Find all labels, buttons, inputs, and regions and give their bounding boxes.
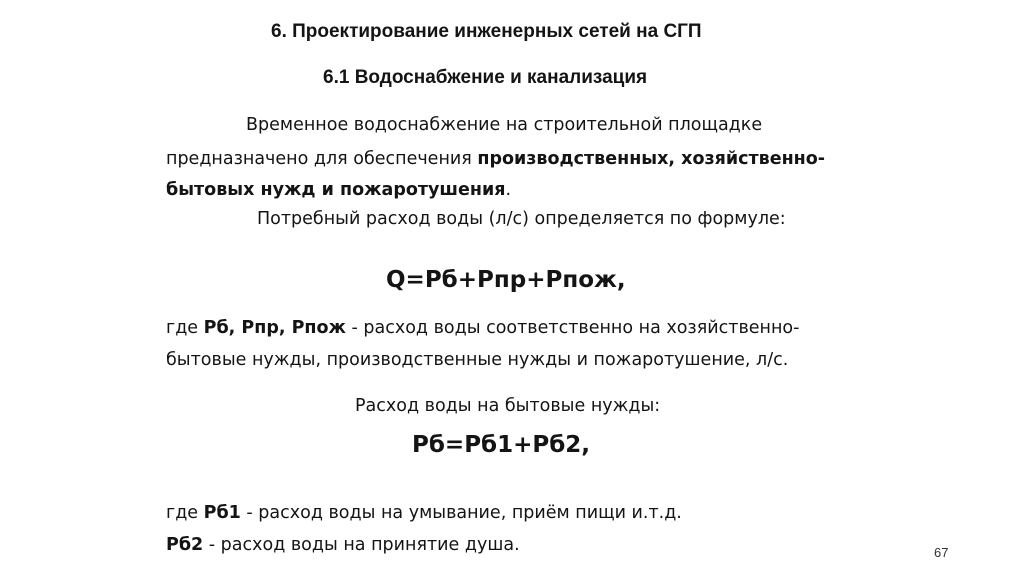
intro-line-2-bold: производственных, хозяйственно-	[477, 149, 826, 169]
intro-line-3-end: .	[505, 180, 512, 200]
intro-line-1: Временное водоснабжение на строительной площадке	[246, 115, 763, 135]
definition-1-text: - расход воды на умывание, приём пищи и.т.д.	[240, 503, 682, 523]
main-formula: Q=Рб+Рпр+Рпож,	[386, 267, 626, 293]
intro-line-2-plain: предназначено для обеспечения	[166, 149, 478, 169]
intro-line-2	[166, 151, 825, 169]
section-title: 6. Проектирование инженерных сетей на СГП	[271, 21, 702, 42]
subsection-title: 6.1 Водоснабжение и канализация	[323, 67, 648, 88]
explanation-line-1-rest: - расход воды соответственно на хозяйственно-	[345, 318, 800, 338]
definition-2-symbol: Рб2	[166, 535, 204, 555]
explanation-symbols: Рб, Рпр, Рпож	[203, 318, 346, 338]
explanation-line-1	[166, 320, 799, 338]
intro-line-3-bold: бытовых нужд и пожаротушения	[166, 180, 506, 200]
intro-line-4: Потребный расход воды (л/с) определяется по формуле:	[257, 209, 786, 229]
page-number: 67	[934, 545, 949, 560]
definition-1-prefix: где	[166, 503, 204, 523]
household-formula: Рб=Рб1+Рб2,	[412, 432, 591, 458]
intro-line-3	[166, 182, 511, 200]
household-label: Расход воды на бытовые нужды:	[355, 396, 661, 416]
definition-2-text: - расход воды на принятие душа.	[203, 535, 520, 555]
definition-1	[166, 505, 682, 523]
definition-2	[166, 537, 520, 555]
explanation-prefix: где	[166, 318, 204, 338]
definition-1-symbol: Рб1	[203, 503, 241, 523]
explanation-line-2: бытовые нужды, производственные нужды и пожаротушение, л/с.	[166, 350, 789, 370]
